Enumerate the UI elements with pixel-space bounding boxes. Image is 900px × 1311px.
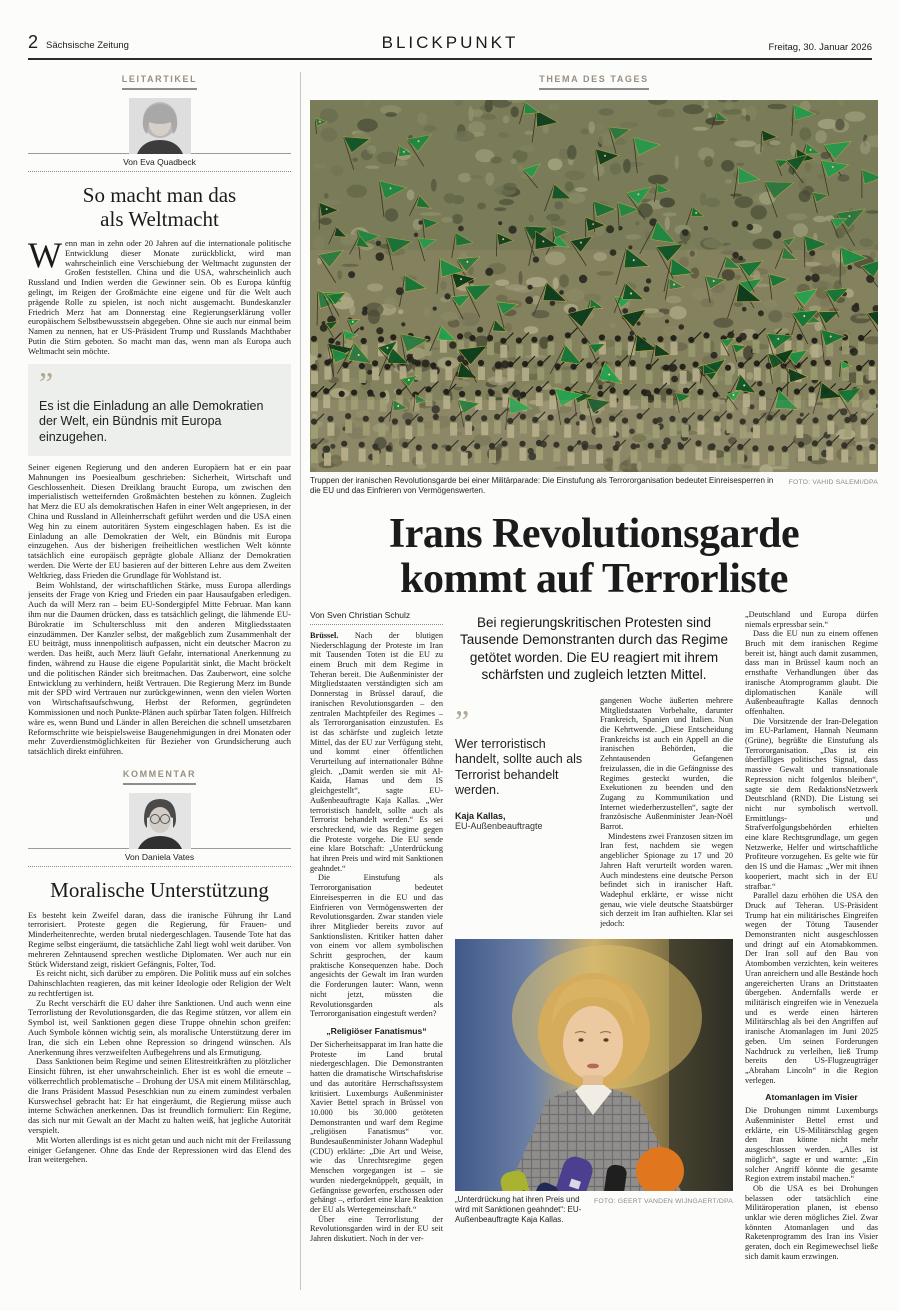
kallas-pull-quote	[455, 696, 588, 929]
header-left	[28, 32, 309, 53]
leitartikel-paragraph: Seiner eigenen Regierung und den anderen Europäern hat er ein paar Mahnungen ins Poesiealbum geschrieben: Sicherheit, Wirtschaft und Geschlossenheit. Diesen Dreiklang braucht Europa, um zwischen den imperialistisch wetteifernden Großmächten bestehen zu können. Zugleich hat Merz die EU als demokratischen Hafen in einer Welt angepriesen, in der China und Russland in Alleinherrschaft geführt werden und die USA einen Weg hin zu einem autoritären System eingeschlagen haben. Es ist die Einladung an alle Demokratien der Welt, ein Bündnis mit Europa einzugehen. Aus der bisherigen freiheitlichen westlichen Welt könnte tatsächlich eine europäisch geprägte globale Allianz der Demokratien werden. Die Werte der EU basieren auf der bitteren Lehre aus dem Zweiten Weltkrieg, dass Frieden die Grundlage für Wohlstand ist.	[28, 462, 291, 580]
page-number: 2	[28, 32, 39, 52]
parade-photo-image	[310, 100, 878, 472]
article-column-4	[745, 610, 878, 1266]
article-lead: Bei regierungskritischen Protesten sind Tausende Demonstranten durch das Regime getötet worden. Die EU reagiert mit ihrem schärfsten und zugleich letzten Mittel.	[460, 614, 728, 683]
author-photo-eva-quadbeck	[129, 98, 191, 154]
parade-credit: FOTO: VAHID SALEMI/DPA	[788, 479, 878, 486]
kommentar-paragraph: Es besteht kein Zweifel daran, dass die iranische Führung ihr Land terrorisiert. Proteste gegen die Regierung, für Frauen- und Minderheitenrechte, werden brutal niedergeschlagen. Tausende Tote hat das Regime selbst eingeräumt, die tatsächliche Zahl liegt wohl weit darüber. Von mehreren Zehntausend sprechen westliche Diplomaten. Wer auch nur ein Stück Widerstand zeigt, riskiert Gefängnis, Folter, Tod.	[28, 909, 291, 969]
leitartikel-title: So macht man das als Weltmacht	[82, 183, 237, 231]
article-column-3	[600, 696, 733, 929]
subheading-religioeser-fanatismus: „Religiöser Fanatismus“	[326, 1026, 427, 1036]
dotted-rule	[28, 170, 291, 172]
column-divider	[300, 72, 301, 1290]
quote-mark-icon: ”	[455, 702, 469, 739]
article-paragraph: Über eine Terrorlistung der Revolutionsgarden wird in der EU seit Jahren diskutiert. Noch in der ver-	[310, 1214, 443, 1244]
article-middle-columns	[455, 610, 733, 1266]
article-paragraph: Dass die EU nun zu einem offenen Bruch mit dem iranischen Regime bereit ist, hängt auch damit zusammen, dass man in Brüssel kaum noch an ernsthafte Verhandlungen über das iranische Atomprogramm glaubt. Die diplomatischen Kanäle will Außenbeauftragte Kallas dennoch offenhalten.	[745, 629, 878, 716]
article-byline: Von Sven Christian Schulz	[310, 610, 443, 625]
kommentar-title: Moralische Unterstützung	[50, 878, 269, 902]
page-header	[28, 0, 872, 60]
drop-cap: W	[28, 235, 62, 276]
parade-caption: FOTO: VAHID SALEMI/DPA Truppen der iranischen Revolutionsgarde bei einer Militärparade: Die Einstufung als Terrororganisation bedeutet Einreisesperren in die EU und das Einfrieren von Vermögenswerten.	[310, 476, 878, 495]
page-content	[28, 60, 878, 1290]
opinion-column	[28, 60, 291, 1290]
thema-des-tages-section	[310, 60, 878, 1290]
article-column-1	[310, 610, 443, 1266]
leitartikel-paragraph: Beim Wohlstand, der wirtschaftlichen Stärke, muss Europa allerdings jenseits der Frage von Krieg und Frieden ein paar Hausaufgaben erledigen. Auch da will Merz ran – beim EU-Sondergipfel Mitte Februar. Man kann ihm nur die Daumen drücken, dass es tatsächlich gelingt, die lähmende EU-Bürokratie im Schulterschluss mit den anderen Mitgliedsstaaten einzudämmen. Der Kanzler selbst, der maßgeblich zum Zusammenhalt der EU beiträgt, muss innenpolitisch aufpassen, nicht ein deutscher Macron zu werden. Das heißt, auch Merz läuft Gefahr, international Anerkennung zu finden, während zu Hause die eigene Popularität sinkt, die Macht bröckelt und die politischen Ränder sich breitmachen. Das Zauberwort, eine solche Entwicklung zu verhindern, heißt Vertrauen. Die Regierung Merz im Bunde mit der SPD wird Vertrauen nur zurückgewinnen, wenn den vielen Worten von Wirtschaftsaufschwung, Herbst der Reformen, gegründeten Kommissionen und noch Punkte-Plänen auch spürbar Taten folgen. Hilfreich wäre es, wenn Bund und Länder in allen Bereichen die schnell umsetzbaren Reformschritte wie beispielsweise Baugenehmigungen in drei Monaten oder mehr Zuverdienstmöglichkeiten für Bezieher von Grundsicherung auch tatsächlich direkt einführen.	[28, 579, 291, 757]
quote-attribution-role: EU-Außenbeauftragte	[455, 820, 543, 831]
kommentar-body	[28, 911, 291, 1166]
article-paragraph: Die Drohungen nimmt Luxemburgs Außenminister Bettel ernst und erklärte, ein US-Militärschlag gegen den Iran könne nicht mehr ausgeschlossen werden. „Alles ist möglich“, sagte er und warnte: „Ein solcher Angriff könnte die gesamte Region extrem instabil machen.“	[745, 1106, 878, 1184]
article-paragraph: „Deutschland und Europa dürfen niemals erpressbar sein.“	[745, 609, 878, 629]
kommentar-paragraph: Mit Worten allerdings ist es nicht getan und auch nicht mit der Freilassung einiger Gefangener. Ohne das Ende der Repressionen wird das Elend des Iran weitergehen.	[28, 1134, 291, 1165]
kallas-photo-image	[455, 939, 733, 1191]
article-paragraph: Die Vorsitzende der Iran-Delegation im EU-Parlament, Hannah Neumann (Grüne), begrüßte die Einstufung als Terrororganisation. „Das ist ein überfälliges politisches Signal, dass massive Gewalt und transnationale Repression nicht folgenlos bleiben“, sagte sie dem RedaktionsNetzwerk Deutschland (RND). Die Listung sei nicht nur symbolisch wertvoll. Ermittlungs- und Strafverfolgungsbehörden erhielten eine klare Rechtsgrundlage, um gegen Netzwerke, Helfer und wirtschaftliche Profiteure vorzugehen. Es gelte wie für den IS und die Hamas: „Wer mit ihnen kooperiert, macht sich in der EU strafbar.“	[745, 716, 878, 891]
kommentar-byline: Von Daniela Vates	[124, 852, 195, 862]
parade-photo	[310, 100, 878, 472]
subheading-atomanlagen-im-visier: Atomanlagen im Visier	[765, 1092, 858, 1103]
kallas-caption: FOTO: GEERT VANDEN WIJNGAERT/DPA „Unterdrückung hat ihren Preis und wird mit Sanktionen geahndet“: EU-Außenbeauftragte Kaja Kallas.	[455, 1194, 733, 1224]
kallas-credit: FOTO: GEERT VANDEN WIJNGAERT/DPA	[594, 1197, 733, 1205]
dotted-rule	[28, 865, 291, 867]
main-headline: Irans Revolutionsgarde kommt auf Terrorliste	[388, 511, 800, 602]
article-paragraph: Parallel dazu erhöhen die USA den Druck auf Teheran. US-Präsident Trump hat ein militärisches Eingreifen wegen der Tötung Tausender Demonstranten nicht ausgeschlossen und dringt auf ein Atomabkommen. Der Iran soll auf den Bau von Atombomben verzichten, kein weiteres Uran anreichern und alle Bestände hoch angereicherten Urans an Drittstaaten übergeben. Andernfalls werde er militärisch eingreifen wie in Venezuela und es werde einen härteren Militärschlag als bei den Angriffen auf iranische Atomanlagen im Juni 2025 geben. Um seinen Forderungen Nachdruck zu verleihen, ließ Trump bereits den US-Flugzeugträger „Abraham Lincoln“ in die Region verlegen.	[745, 891, 878, 1085]
article-paragraph: Die Einstufung als Terrororganisation bedeutet Einreisesperren in die EU und das Einfrieren von Vermögenswerten der Revolutionsgarden. Zwar standen viele ihrer Mitglieder bereits zuvor auf Sanktionslisten. Kritiker hatten daher von einem vor allem symbolischen Schritt gesprochen, der kaum praktische Konsequenzen habe. Doch angesichts der Gewalt im Iran wurden die Forderungen lauter: Wann, wenn nicht jetzt, müssten die Revolutionsgarden als Terrororganisation eingestuft werden?	[310, 873, 443, 1019]
article-paragraph: Brüssel. Nach der blutigen Niederschlagung der Proteste im Iran mit Tausenden Toten ist die EU zu einem Bruch mit dem Regime in Teheran bereit. Die Außenminister der Mitgliedstaaten verständigten sich am Donnerstag in Brüssel darauf, die iranischen Revolutionsgarden – den zentralen Machtpfeiler des Regimes – als Terrororganisation einzustufen. Es ist das schärfste und zugleich letzte Mittel, das der EU zur Verfügung steht, und kommt einer öffentlichen Verurteilung auf internationaler Bühne gleich. „Damit werden sie mit Al-Kaida, Hamas und dem IS gleichgestellt“, sagte EU-Außenbeauftragte Kaja Kallas. „Wer terroristisch handelt, sollte auch als Terrorist behandelt werden.“ Es sei erschreckend, wie das Regime gegen die Proteste vorgehe. Die EU sende eine klare Botschaft: „Unterdrückung hat ihren Preis und wird mit Sanktionen geahndet.“	[310, 630, 443, 873]
page-date: Freitag, 30. Januar 2026	[768, 42, 872, 53]
kommentar-label: KOMMENTAR	[28, 769, 291, 785]
article-paragraph: gangenen Woche äußerten mehrere Mitgliedstaaten Vorbehalte, darunter Frankreich, Spanien und Italien. Nun die Kehrtwende. „Diese Entscheidung Frankreichs ist auch ein Appell an die iranischen Behörden, die Zehntausenden Gefangenen freizulassen, die in die Gefängnisse des Regimes gesteckt wurden, die Exekutionen zu beenden und den Zugang zu Kommunikation und Internet wiederherzustellen“, sagte der französische Außenminister Jean-Noël Barrot.	[600, 695, 733, 832]
middle-row	[455, 696, 733, 929]
article-body	[310, 610, 878, 1266]
pull-quote-box	[28, 364, 291, 457]
leitartikel-label: LEITARTIKEL	[28, 74, 291, 90]
article-paragraph: Mindestens zwei Franzosen sitzen im Iran fest, nachdem sie wegen angeblicher Spionage zu 17 und 20 Jahren Haft verurteilt worden waren. Auch mindestens eine deutsche Person befindet sich in iranischer Haft. Wadephul erklärte, er wisse nicht genau, wie viele deutsche Staatsbürger sich derzeit im Iran aufhielten. Klar sei jedoch:	[600, 831, 733, 929]
article-paragraph: Ob die USA es bei Drohungen belassen oder tatsächlich eine Militäroperation planen, ist ebenso unklar wie deren mögliches Ziel. Zwar könnten Atomanlagen und das Raketenprogramm des Iran ins Visier geraten, doch ein Regimewechsel ließe sich damit kaum erzwingen.	[745, 1183, 878, 1261]
section-title: BLICKPUNKT	[381, 33, 519, 52]
pull-quote-text: Es ist die Einladung an alle Demokratien der Welt, ein Bündnis mit Europa einzugehen.	[39, 398, 264, 444]
leitartikel-byline: Von Eva Quadbeck	[123, 157, 196, 167]
leitartikel-body	[28, 235, 291, 757]
kallas-photo	[455, 939, 733, 1191]
paper-name: Sächsische Zeitung	[46, 40, 129, 51]
kommentar-paragraph: Zu Recht verschärft die EU daher ihre Sanktionen. Und auch wenn eine Terrorlistung der Revolutionsgarden, die das Regime stützen, vor allem ein Symbol ist, weil Sanktionen gegen diese Truppe ohnehin schon greifen: Auch Symbole können wichtig sein, als moralische Unterstützung derer im Iran, die sich ein Leben ohne Repression so dringend wünschen. Als Anerkennung ihres verzweifelten Aufbegehrens und als Ermutigung.	[28, 997, 291, 1057]
dateline: Brüssel.	[310, 630, 339, 640]
author-photo-daniela-vates	[129, 793, 191, 849]
leitartikel-paragraph: Wenn man in zehn oder 20 Jahren auf die internationale politische Entwicklung dieser Monate zurückblickt, wird man wahrscheinlich eine Verschiebung der Weltmacht zugunsten der Großen feststellen. China und die USA, wahrscheinlich auch Russland und Indien werden die Gewinner sein. Ob es Europa künftig gelingt, im Reigen der Großmächte eine eigene und für die Welt auch prägende Rolle zu spielen, ist noch nicht ausgemacht. Bundeskanzler Friedrich Merz hat am Donnerstag eine Regierungserklärung voller europäischem Selbstbewusstsein abgegeben. Ohne sie auch nur einmal beim Namen zu nennen, hat er US-Präsident Trump und Russlands Machthaber Putin die Stirn geboten. So macht man das, wenn man als Europa auch Weltmacht sein möchte.	[28, 235, 291, 356]
kallas-quote-text: Wer terroristisch handelt, sollte auch als Terrorist behandelt werden.	[455, 736, 583, 798]
article-paragraph: Der Sicherheitsapparat im Iran hatte die Proteste im Land brutal niedergeschlagen. Die Demonstranten hatten die dramatische Wirtschaftskrise und das autoritäre Herrschaftssystem kritisiert. Luxemburgs Außenminister Xavier Bettel sprach in Brüssel von 10.000 bis 30.000 getöteten Demonstranten und warf dem Regime „religiösen Fanatismus“ vor. Bundesaußenminister Johann Wadephul (CDU) erklärte: „Die Art und Weise, wie das Unrechtsregime gegen Menschen vorgegangen ist – sie wurden niedergeknüppelt, gequält, in Gefängnisse geworfen, erschossen oder gehängt –, erfordert eine klare Reaktion der EU als Wertegemeinschaft.“	[310, 1040, 443, 1214]
kommentar-paragraph: Dass Sanktionen beim Regime und seinen Elitestreitkräften zu plötzlicher Einsicht führen, ist eher unwahrscheinlich. Eher ist es wohl die erneute – völkerrechtlich problematische – Drohung der USA mit einem Militärschlag, die Irans Präsident Massud Peseschkian nun zu einem zumindest verbalen Kurswechsel gebracht hat: Er hat eingeräumt, die Regierung müsse auch interne Schwächen anerkennen. Das ist freundlich formuliert: Ein Regime, das sich nur mit Gewalt an der Macht zu halten weiß, hat jegliche Autorität verspielt.	[28, 1056, 291, 1136]
kommentar-paragraph: Es reicht nicht, sich darüber zu empören. Die Politik muss auf ein solches Dahinschlachten reagieren, das mit keiner Ideologie oder Religion der Welt zu rechtfertigen ist.	[28, 968, 291, 998]
thema-label: THEMA DES TAGES	[310, 74, 878, 90]
quote-mark-icon: ”	[39, 364, 53, 401]
quote-attribution-name: Kaja Kallas,	[455, 810, 506, 821]
